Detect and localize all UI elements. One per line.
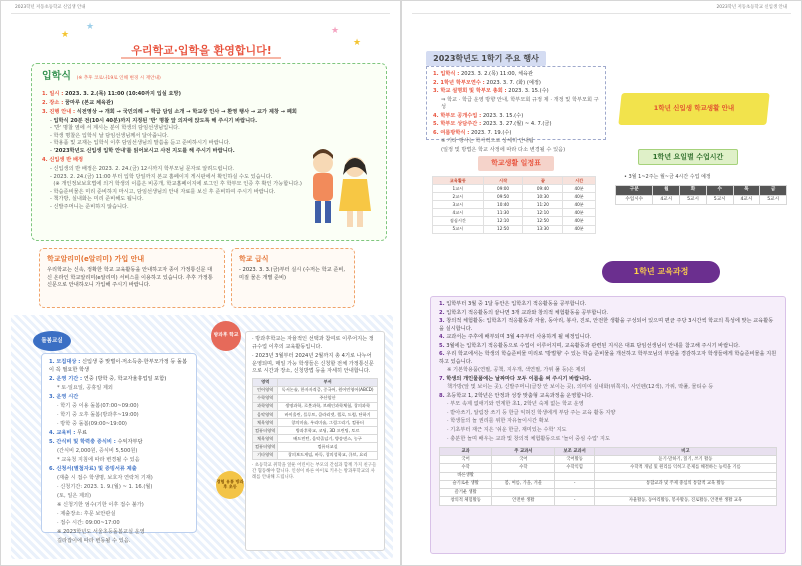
table-header: 교육활동 [433,177,484,185]
item-text: · 부모 속제 없애기와 연계한 초1, 2학년 숙제 없는 학교 운영 [447,401,584,408]
list-item [49,385,189,393]
badge-text: 1학년 신입생 학교생활 안내 [653,104,735,113]
table-cell: 음악영역 [253,411,278,419]
app-section [39,248,225,308]
curriculum-table [439,447,777,506]
item-num: 3. [439,318,445,325]
sub-item: - 신입생의 반 배정은 2023. 2. 24.(금) 12시까지 학부모님 문자로 알려드립니다. [50,166,234,173]
table-cell: 배드민턴, 음악줄넘기, 방송댄스, 농구 [278,435,378,443]
weekly-hours-title: 1학년 요일별 수업시간 [638,149,738,165]
item-text: ※ 2023학년도 서울초등돌봄교실 운영 [57,529,145,536]
list-item [49,520,189,528]
list-item [49,403,189,411]
table-cell: 40분 [563,201,596,209]
item-text: 입학부터 3월 중 1달 동안은 입학초기 적응활동을 공부합니다. [446,301,587,307]
table-cell: 창의적 체험활동 [440,497,492,505]
item-text: ※ 기본학용품(연필, 공책, 지우개, 색연필, 가위 풀 등)은 제외 [447,367,586,374]
table-cell: 점심시간 [433,217,484,225]
item-text: 신입생 중 맞벌이·저소득층·한부모가정 등 돌봄이 꼭 필요한 학생 [49,359,188,373]
table-cell: 체육영역 [253,419,278,427]
table-header: 목 [733,186,760,196]
table-cell: 독서논술, 한자자격증, 중국어, 원어민영어(ABCD) [278,386,378,394]
table-cell: 생명과학, 로봇과학, 브레인과학체험, 창의과학 [278,402,378,410]
item-text: ※ 기타 행사는 학사력으로 상세히 안내됨 [441,138,534,145]
school-life-badge [620,93,768,125]
sub-item: - '반' 명찰 옆에 서 계시는 분이 학생의 담임선생님입니다. [50,125,180,132]
sub-text: '2023학년도 신입생 입학 안내'를 읽어보시고 사전 지도를 해 주시기 바랍니다. [53,147,235,154]
table-header: 교과 [440,448,492,456]
list-item [439,376,777,384]
list-item [42,109,376,117]
table-row [440,464,777,472]
item-num: 8. [439,392,445,399]
item-text: 입학초기 적응활동의 끝나면 3개 교과와 창의적 체험활동을 공부합니다. [446,309,609,316]
list-item [433,113,599,121]
list-item [433,130,599,138]
table-cell: 방과후학교, 코딩, 3D 프린팅, 토르 [278,427,378,435]
table-row [433,201,596,209]
table-cell: 국어 [492,456,555,464]
sub-item: - 2023. 2. 24.(금) 11:00 부터 입학 당일까지 본교 홈페이지 게시판에서 확인하실 수도 있습니다. [50,173,273,180]
item-text: 책가방(앞 및 보이는 곳), 신발주머니(글장 안 보이는 곳), 의미여 실내화(위쪽지), 사인펜(12색), 가위, 딱풀, 물티슈 등 [447,384,714,391]
sub-text: 신발주머니는 준비하지 않습니다. [53,203,129,210]
after-school-section [245,331,385,551]
table-cell: 봄, 여름, 가을, 겨울 [492,480,555,488]
table-cell: 창의보드게임, 바둑, 창의성학교, 큐브, 요리 [278,451,378,459]
table-header: 시간 [563,177,596,185]
item-text: 2023. 3. 27.(월) ~ 4. 7.(금) [482,121,552,128]
table-cell: 듣기·말하기, 읽기, 쓰기 활동 [594,456,776,464]
table-row [440,456,777,464]
table-cell: 40분 [563,193,596,201]
item-num: 4. 신입생 반 배정 [42,157,84,164]
table-cell: 11:20 [523,201,563,209]
table-header: 보조 교과서 [555,448,595,456]
item-num: 4. 학부모 공개수업 : [433,112,482,119]
table-cell: 기타영역 [253,451,278,459]
item-num: 2. 운영 기간 : [49,375,83,382]
curriculum-badge [602,261,720,283]
item-text: · 방학 중 돌봄(09:00~19:00) [57,420,127,427]
table-header: 월 [653,186,680,196]
after-note: · 초등학교 취학을 앞둔 어린이는 부모의 간섭과 함께 가지 친구들 간 협동해야 합니다. 인성이 바른 아이로 키우는 방과후학교의 사례를 안내해 드립니다. [252,462,377,481]
list-item [49,466,189,474]
item-text: (토, 일은 제외) [57,492,92,499]
item-text: · 기초부터 재근 지은 '쉬운 한글, 재미있는 수학' 지도 [447,426,567,433]
table-cell: 수업시수 [616,195,653,205]
sub-text: 신입생의 반 배정은 2023. 2. 24.(금) 12시까지 학부모님 문자로 알려드립니다. [53,166,234,173]
right-page [401,0,802,566]
list-item [433,121,599,129]
timetable [432,176,596,234]
entrance-note: (※ 추후 코로나19로 인해 변경 시 재안내) [76,76,161,81]
list-item [433,97,599,112]
top-rule [412,13,791,14]
table-cell: 국어 [440,456,492,464]
table-row [253,443,378,451]
item-num: 6. 신청서(별첨자료) 및 증빙서류 제출 [49,465,137,472]
table-cell: 슬기로운 생활 [440,480,492,488]
curriculum-section [430,296,786,554]
table-row [433,185,596,193]
list-item [49,502,189,510]
list-item [42,100,376,108]
after-intro-1: · 방과후학교는 자율적인 선택과 참여로 이루어지는 정규수업 이후의 교육활동입니다. [252,336,374,350]
table-row [253,394,378,402]
app-title: 학교알리미(e알리미) 가입 안내 [47,255,145,263]
item-text: * 교육청 지침에 따라 변경될 수 있음 [57,456,140,463]
table-cell: 5교시 [433,225,484,233]
sub-text: 책가방, 실내화는 미리 준비해도 됩니다. [53,196,144,203]
table-row [253,419,378,427]
list-item [433,138,599,146]
table-cell: 40분 [563,225,596,233]
running-head-left: 2023학년 저동초등학교 신입생 안내 [15,5,86,10]
list-item [49,484,189,492]
sub-item: - 학습준비물은 미리 준비하지 마시고, 담임선생님의 안내 자료를 보신 후 준비하여 주시기 바랍니다. [50,188,276,195]
list-item [49,493,189,501]
list-item [433,71,599,79]
table-cell: 5교시 [760,195,787,205]
item-num: 4. [439,334,445,341]
item-text: 2023. 3. 15.(수) [508,88,549,95]
table-cell: 과학영역 [253,402,278,410]
item-text: 식전영상 → 개회 → 국민의례 → 학급 담임 소개 → 학교장 인사 → 환영 행사 → 교가 제창 → 폐회 [76,108,297,115]
table-cell: 컴퓨터영역 [253,443,278,451]
table-cell: 수학 [492,464,555,472]
sub-text: (※ 개인정보보호법에 의거 학생의 이름은 비공개, 학교홈페이지에 로그인 후 학부모 인증 후 확인 가능합니다.) [53,181,302,188]
after-intro-2: · 2023년 3월부터 2024년 2월까지 총 4기로 나누어 운영되며, 매일 가능 학생들은 신청할 전체 가정통신문으로 시간과 장소, 신청방법 등을 자세히 안내합니다. [252,353,374,375]
after-school-table [252,378,378,460]
item-text: · 받아쓰기, 알림장 쓰기 등 한글 익혀진 학생에게 부담 주는 교육 활동 지양 [447,409,616,416]
item-text: 2023. 7. 19.(수) [470,129,512,136]
list-item [439,367,777,375]
table-cell: 체육영역 [253,435,278,443]
item-text: ※ 신청기한 엄수(기한 이후 접수 불가) [57,502,144,508]
sub-text: 입학식 20분 전(10시 40분)까지 지정된 '반' 명찰 앞 의자에 앉도록 해 주시기 바랍니다. [53,117,258,124]
table-header: 금 [760,186,787,196]
table-header: 주 교과서 [492,448,555,456]
list-item [49,529,189,537]
table-cell: 40분 [563,217,596,225]
table-cell: 바이올린, 플루트, 클라리넷, 첼로, 드럼, 단하기 [278,411,378,419]
table-cell [555,489,595,497]
table-cell [594,489,776,497]
table-cell: 수학 [440,464,492,472]
item-text: 2023. 3. 15.(수) [482,112,524,119]
list-item [433,147,599,155]
table-cell: - [555,480,595,488]
list-item [49,376,189,384]
item-text: · 학기 중 이용 돌봄(07:00~09:00) [57,402,139,409]
children-illustration [301,141,379,236]
after-school-tag: 방과후 학교 [211,321,241,351]
list-item [439,310,777,318]
list-item [49,457,189,465]
table-cell: 40분 [563,185,596,193]
table-cell: 4교시 [653,195,680,205]
list-item [49,448,189,456]
list-item [439,427,777,435]
star-icon: ★ [86,22,95,32]
table-row [253,411,378,419]
table-row [440,489,777,497]
care-section [41,353,197,545]
table-row [440,472,777,480]
list-item [439,318,777,333]
item-num: 5. [439,342,445,349]
item-text: 무료 [76,429,87,436]
item-text: · 학기 중 오후 돌봄(방과후~19:00) [57,411,139,418]
list-item [439,384,777,392]
list-item [49,359,189,374]
list-item [439,351,777,366]
table-row [433,217,596,225]
meal-title: 학교 급식 [239,255,269,263]
list-item [49,421,189,429]
table-cell: 3교시 [433,201,484,209]
table-cell: 주산암산 [278,394,378,402]
meal-text: - 2023. 3. 3.(금)부터 실시 (수저는 학교 준비, 미질 물은 개별 준비) [239,267,346,281]
item-text: · 신청기간: 2023. 1. 9.(월) ~ 1. 16.(월) [57,483,153,490]
item-num: 2. 장소 : [42,99,64,106]
list-item [49,475,189,483]
table-cell: 1교시 [433,185,484,193]
table-cell [492,489,555,497]
table-cell: 즐거운 생활 [440,489,492,497]
table-cell: 창의미술, 우리미술, 그림그리기, 컴퓨터 [278,419,378,427]
table-cell: 자율활동, 동아리활동, 봉사활동, 진로활동, 안전한 생활 교육 [594,497,776,505]
care-tag: 돌봄교실 [33,331,71,351]
timetable-title: 학교생활 일정표 [478,156,554,171]
list-item [439,418,777,426]
table-cell: 12:50 [523,217,563,225]
sub-text: 학용품 및 교재는 입학식 이후 담임선생님의 말씀을 듣고 준비하시기 바랍니다. [53,140,231,147]
item-text: 수익자부담 [117,438,143,445]
table-header: 부서 [278,378,378,386]
list-item [49,394,189,402]
table-cell [492,472,555,480]
welcome-title: 우리학교·입학을 환영합니다! [131,44,272,57]
table-row [253,386,378,394]
table-cell: 안전한 생활 [492,497,555,505]
table-cell: 5교시 [706,195,733,205]
sub-item: - 학생 명찰은 입학식 날 담임선생님께서 달아줍니다. [50,132,169,139]
sub-item: - 입학식 20분 전(10시 40분)까지 지정된 '반' 명찰 앞 의자에 앉도록 해 주시기 바랍니다. [50,117,258,124]
item-text: 교과서는 주후에 배부되며 3월 4주부터 사용하게 될 예정입니다. [446,334,592,341]
item-num: 1. 입학식 : [433,71,460,77]
sub-text: 학생 명찰은 입학식 날 담임선생님께서 달아줍니다. [53,132,169,139]
table-header: 시작 [483,177,523,185]
welcome-underline [121,57,281,59]
item-num: 6. [439,351,445,358]
sub-item: - 학용품 및 교재는 입학식 이후 담임선생님의 말씀을 듣고 준비하시기 바랍니다. [50,140,231,147]
after-help-badge: 경험 유통 방과후 초등 [216,471,244,499]
table-header: 수 [706,186,733,196]
table-cell: 09:40 [523,185,563,193]
meal-section [231,248,355,308]
item-text: 연중 (방학 중, 학교자율휴업일 포함) [83,375,167,382]
table-cell: 12:50 [483,225,523,233]
item-text: · 접수 시간: 09:00~17:00 [57,520,120,527]
list-item [439,436,777,444]
table-cell: 4교시 [433,209,484,217]
table-row [440,497,777,505]
curriculum-title: 1학년 교육과정 [633,267,689,277]
table-cell: 10:40 [483,201,523,209]
item-num: 3. 학교 설명회 및 학부모 총회 : [433,88,507,95]
table-cell: 13:30 [523,225,563,233]
item-text: 학생의 개인물품에는 날짜마다 모두 이름을 써 주시기 바랍니다. [446,375,592,382]
list-item [439,401,777,409]
list-item [439,301,777,309]
item-text: 길라잡이에 따라 변동될 수 있음. [57,538,131,545]
table-row [253,451,378,459]
table-row [440,480,777,488]
table-cell: 2교시 [433,193,484,201]
item-num: 5. 간식비 및 학력충 증식비 : [49,438,116,445]
table-cell: 컴퓨터영역 [253,427,278,435]
table-cell: 통합교과 및 주제 중심의 통합적 교육 활동 [594,480,776,488]
list-item [439,343,777,351]
item-num: 6. 여름방학식 : [433,129,470,136]
item-text: 꿈마루 (본교 체육관) [64,99,114,106]
table-cell: 09:50 [483,193,523,201]
item-num: 4. 교육비 : [49,429,76,436]
item-text: ⇒ 학교 · 학급 운영 방향 안내, 학부모회 규정 제 · 개정 및 학부모회 구성 [441,96,599,111]
star-icon: ★ [331,26,340,36]
item-text: (재출 시 접수 학생명, 보호자 연락처 기재) [57,474,153,481]
weekly-hours-table [615,185,787,205]
list-item [49,412,189,420]
item-num: 1. 일시 : [42,90,64,97]
sub-text: '반' 명찰 옆에 서 계시는 분이 학생의 담임선생님입니다. [53,125,180,132]
table-row [253,435,378,443]
list-item [439,410,777,418]
item-num: 2. 1학년 학부모연수 : [433,79,485,86]
item-text: 2023. 3. 7. (화) (예정) [486,79,541,86]
item-text: · 제출장소: 후문 보안관실 [57,511,116,518]
item-text: 2023. 3. 2.(목) 11:00, 체육관 [460,71,534,77]
list-item [49,439,189,447]
item-num: 1. [439,301,445,307]
table-cell: 40분 [563,209,596,217]
table-cell [555,472,595,480]
item-text: * 토·일요일, 공휴일 제외 [57,384,113,391]
sub-text: 학습준비물은 미리 준비하지 마시고, 담임선생님의 안내 자료를 보신 후 준비하여 주시기 바랍니다. [53,188,276,195]
weekly-note: • 3월 1~2주는 월~금 4시간 수업 예정 [624,174,711,180]
table-row [253,427,378,435]
table-header: 구분 [616,186,653,196]
item-text: · 학생들의 놀 권리를 위한 자유놀이시간 확보 [447,418,549,425]
events-section [426,66,606,153]
item-num: 5. 학부모 상담주간 : [433,121,482,128]
events-title: 2023학년도 1학기 주요 행사 [426,51,546,66]
item-text: · 충분한 놀며 배우는 교과 및 창의적 체험활동으로 '놀이 중심 수업' 지도 [447,435,610,442]
list-item [49,430,189,438]
table-cell: - [555,497,595,505]
app-text: 우리학교는 신속, 정확한 학교 교육활동을 안내하고자 종이 가정통신문 대신 온라인 학교알리미(e알리미) 서비스를 이용하고 있습니다. 추후 가정통신문으로 안내하오니 가입해 주시기 바랍니다. [47,267,213,289]
list-item [439,393,777,401]
item-num: 3. 운영 시간 [49,393,79,400]
table-cell: 09:00 [483,185,523,193]
table-cell: 언어영역 [253,386,278,394]
star-icon: ★ [353,38,362,48]
table-cell: 5교시 [680,195,707,205]
sub-item: - 신발주머니는 준비하지 않습니다. [50,203,129,210]
table-cell: 10:30 [523,193,563,201]
item-text: 2023. 3. 2.(목) 11:00 (10:40까지 입실 요망) [64,90,181,97]
star-icon: ★ [61,30,70,40]
item-text: 우리 학교에서는 학생의 학습준비물 미리로 '방벌형' 수 있는 학습 준비물을 개선하고 학부모님의 부담을 경감하고자 학생들에게 학습준비물을 지원하고 있습니다. [439,351,777,365]
item-num: 3. 진행 안내 : [42,108,76,115]
list-item [439,334,777,342]
table-header: 화 [680,186,707,196]
entrance-title: 입학식 [42,71,71,82]
list-item [49,511,189,519]
table-row [433,193,596,201]
top-rule [11,13,390,14]
table-cell: 수학영역 [253,394,278,402]
running-head-right: 2023학년 저동초등학교 신입생 안내 [716,5,787,10]
table-row [433,225,596,233]
item-text: (일정 및 방법은 학교 사정에 따라 다소 변경될 수 있음) [441,146,566,153]
list-item [433,88,599,96]
item-text: (간식비 2,000원, 증식비 5,500원) [57,447,138,454]
table-cell: 수학적 개념 및 원리를 익히고 문제를 해결하는 능력을 기름 [594,464,776,472]
table-cell: 수학익힘 [555,464,595,472]
table-cell: 12:10 [523,209,563,217]
item-num: 2. [439,309,445,316]
table-header: 끝 [523,177,563,185]
sub-item: - 책가방, 실내화는 미리 준비해도 됩니다. [50,196,144,203]
table-cell: 국어활동 [555,456,595,464]
table-cell [594,472,776,480]
item-text: 창의적 체험활동: 입학초기 적응활동과 자율, 동아리, 봉사, 진로, 안전한 생활을 구성되어 있으며 편균 주당 3시간씩 학교의 특성에 맞는 교육활동을 실시합니다. [439,318,774,332]
table-cell: 12:10 [483,217,523,225]
item-num: 1. 모집대상 : [49,359,81,365]
table-cell: 4교시 [733,195,760,205]
table-cell: 11:30 [483,209,523,217]
table-header: 비고 [594,448,776,456]
sub-item: - '2023학년도 신입생 입학 안내'를 읽어보시고 사전 지도를 해 주시기 바랍니다. [50,147,235,154]
sub-text: 2023. 2. 24.(금) 11:00 부터 입학 당일까지 본교 홈페이지 게시판에서 확인하실 수도 있습니다. [53,173,273,180]
table-cell: 바른생활 [440,472,492,480]
item-num: 7. [439,375,445,382]
item-text: 3월에는 입학초기 적응활동으로 수업이 이루어지며, 교육활동과 관련된 지식은 대표 담임선생님이 안내를 참고해 주시기 바랍니다. [446,342,740,349]
table-cell: 컴퓨터교실 [278,443,378,451]
table-row [433,209,596,217]
item-text: 초등학교 1, 2학년은 안정과 성장 맞춤형 교육과정을 운영합니다. [446,392,593,399]
list-item [433,80,599,88]
list-item [42,91,376,99]
table-header: 영역 [253,378,278,386]
list-item [49,538,189,546]
table-row [253,402,378,410]
table-row [616,195,787,205]
